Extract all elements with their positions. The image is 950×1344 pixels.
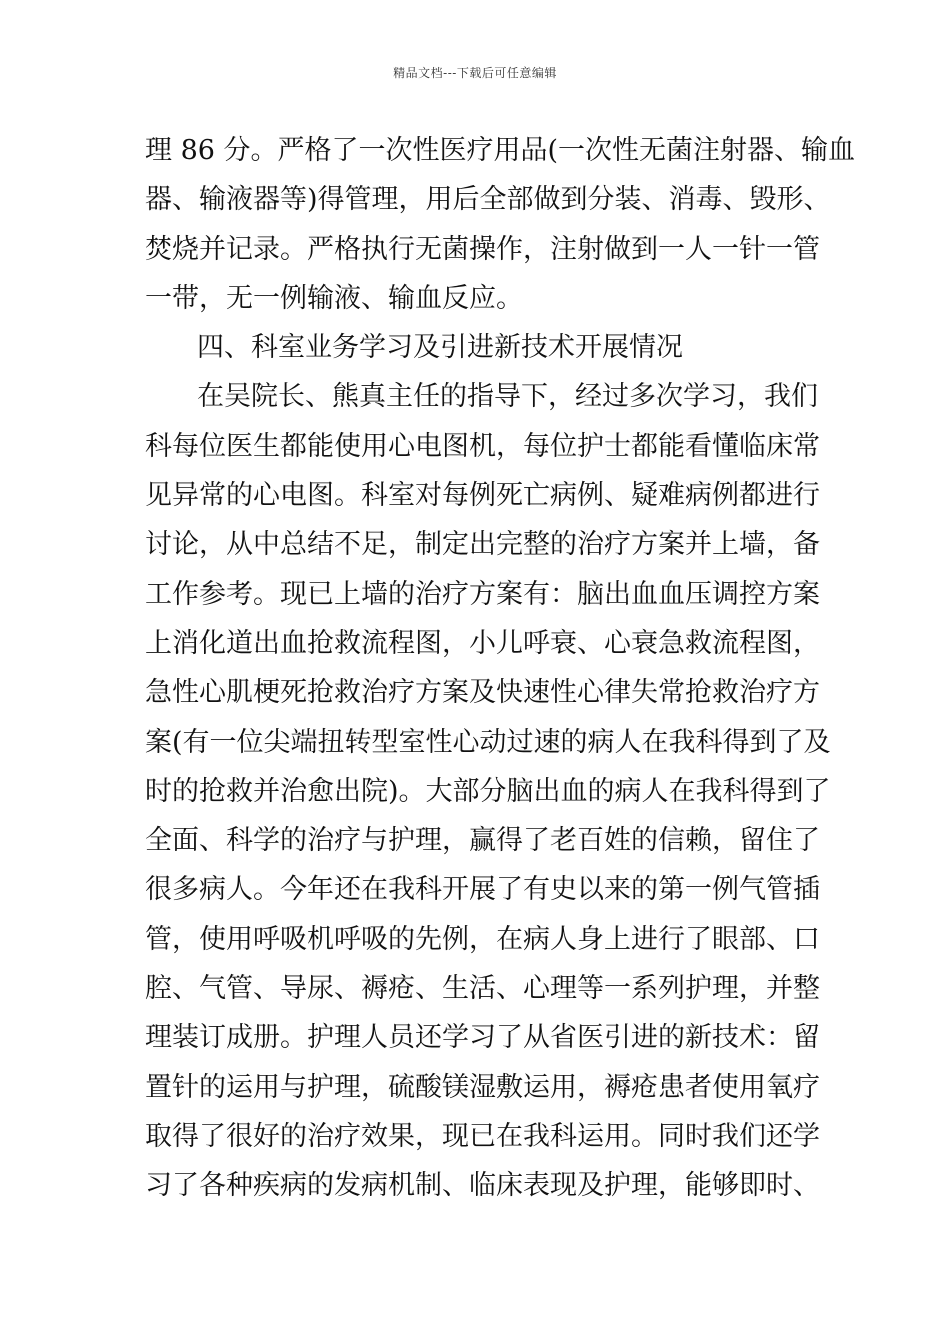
text-line: 时的抢救并治愈出院)。大部分脑出血的病人在我科得到了 (145, 775, 831, 807)
text-line: 全面、科学的治疗与护理，赢得了老百姓的信赖，留住了 (145, 825, 820, 857)
page-header: 精品文档---下载后可任意编辑 (393, 66, 557, 80)
text-line: 习了各种疾病的发病机制、临床表现及护理，能够即时、 (145, 1170, 820, 1202)
text-line: 科每位医生都能使用心电图机，每位护士都能看懂临床常 (145, 430, 820, 462)
text-line: 很多病人。今年还在我科开展了有史以来的第一例气管插 (145, 874, 820, 906)
text-line: 见异常的心电图。科室对每例死亡病例、疑难病例都进行 (145, 480, 820, 512)
text-line: 在吴院长、熊真主任的指导下，经过多次学习，我们 (197, 381, 818, 413)
text-line: 急性心肌梗死抢救治疗方案及快速性心律失常抢救治疗方 (145, 677, 820, 709)
text-line: 理 86 分。严格了一次性医疗用品(一次性无菌注射器、输血 (145, 135, 856, 166)
document-body (145, 126, 856, 1211)
section-heading: 四、科室业务学习及引进新技术开展情况 (197, 332, 683, 364)
text-line: 焚烧并记录。严格执行无菌操作，注射做到一人一针一管 (145, 233, 820, 265)
text-line: 置针的运用与护理，硫酸镁湿敷运用，褥疮患者使用氧疗 (145, 1071, 820, 1103)
text-line: 器、输液器等)得管理，用后全部做到分装、消毒、毁形、 (145, 184, 831, 216)
text-line: 工作参考。现已上墙的治疗方案有：脑出血血压调控方案 (145, 578, 820, 610)
text-line: 腔、气管、导尿、褥疮、生活、心理等一系列护理，并整 (145, 973, 820, 1005)
text-line: 一带，无一例输液、输血反应。 (145, 282, 523, 314)
text-line: 上消化道出血抢救流程图，小儿呼衰、心衰急救流程图， (145, 627, 820, 659)
text-line: 案(有一位尖端扭转型室性心动过速的病人在我科得到了及 (145, 726, 831, 758)
text-line: 讨论，从中总结不足，制定出完整的治疗方案并上墙，备 (145, 529, 820, 561)
text-line: 取得了很好的治疗效果，现已在我科运用。同时我们还学 (145, 1120, 820, 1152)
text-line: 理装订成册。护理人员还学习了从省医引进的新技术：留 (145, 1022, 820, 1054)
text-line: 管，使用呼吸机呼吸的先例，在病人身上进行了眼部、口 (145, 923, 820, 955)
